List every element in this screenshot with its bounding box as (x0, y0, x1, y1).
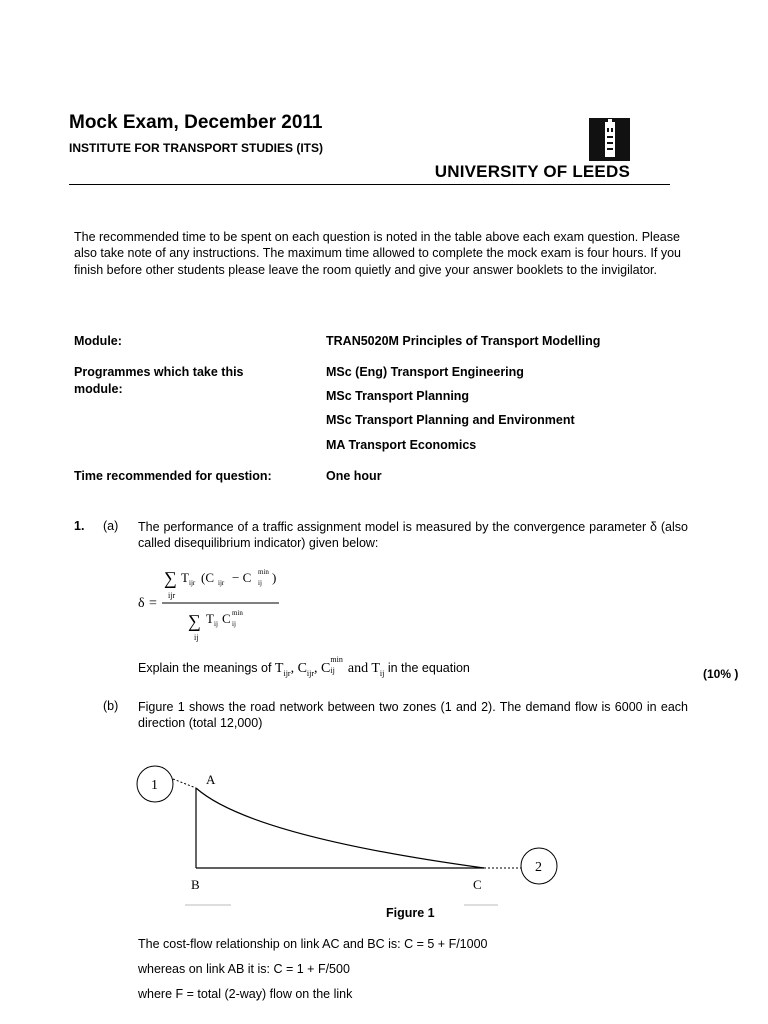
formula-num-sum: ∑ (164, 568, 177, 588)
formula-num-c: (C (201, 570, 214, 585)
formula-num-minus: − C (232, 570, 252, 585)
term-c-min-sup: min (330, 655, 343, 664)
time-value: One hour (326, 469, 382, 483)
time-label: Time recommended for question: (74, 469, 272, 483)
formula-den-sum-sub: ij (194, 633, 199, 642)
university-logo (416, 112, 670, 184)
term-c-min-scripts (330, 655, 344, 675)
programmes-label-line2: module: (74, 382, 123, 396)
cost-line: where F = total (2-way) flow on the link (138, 987, 353, 1001)
term-and: and (347, 661, 369, 676)
term-c-ijr-sub: ijr (306, 668, 315, 678)
zone-2-label: 2 (535, 860, 542, 875)
formula-delta: δ (138, 596, 145, 611)
node-a-label: A (206, 772, 216, 787)
formula-den-c: C (222, 611, 231, 626)
question-number: 1. (74, 519, 85, 533)
term-c-min-sub: ij (330, 666, 335, 675)
convergence-formula (136, 560, 316, 642)
formula-num-t-sub: ijr (189, 579, 196, 587)
explain-terms (274, 655, 388, 678)
institute-name: INSTITUTE FOR TRANSPORT STUDIES (ITS) (69, 141, 323, 155)
programmes-label-line1: Programmes which take this (74, 365, 244, 379)
part-a-text: The performance of a traffic assignment model is measured by the convergence parameter δ (also called disequilibrium indicator) given below: (138, 520, 688, 551)
formula-num-min-sub: ij (258, 579, 262, 587)
header-divider (69, 184, 670, 185)
formula-num-t: T (181, 570, 189, 585)
node-c-label: C (473, 877, 482, 892)
part-a-label: (a) (103, 519, 119, 533)
explain-prefix: Explain the meanings of (138, 661, 272, 675)
explain-line (138, 655, 470, 678)
term-c-min: C (321, 661, 331, 676)
zone-1-label: 1 (151, 778, 158, 793)
module-label: Module: (74, 334, 122, 348)
part-b-text: Figure 1 shows the road network between two zones (1 and 2). The demand flow is 6000 in each direction (total 12,000) (138, 700, 688, 731)
link-ac (196, 788, 484, 868)
node-b-label: B (191, 877, 200, 892)
term-t-ij: T (371, 661, 380, 676)
cost-line: The cost-flow relationship on link AC and BC is: C = 5 + F/1000 (138, 937, 488, 951)
term-t-ijr-sub: ijr (283, 668, 291, 678)
formula-den-t-sub: ij (214, 620, 218, 628)
connector-1-a (173, 779, 196, 788)
intro-paragraph (74, 229, 704, 278)
programme-item: MSc Transport Planning (326, 389, 470, 403)
formula-den-sum: ∑ (188, 611, 201, 631)
part-a-marks: (10% ) (703, 667, 739, 681)
term-t-ijr: T (274, 661, 284, 676)
formula-den-c-sup: min (232, 609, 243, 617)
programme-item: MA Transport Economics (326, 438, 477, 452)
term-t-ij-sub: ij (379, 668, 385, 678)
term-c-ijr: C (297, 661, 307, 676)
module-value: TRAN5020M Principles of Transport Modelling (326, 334, 601, 348)
programme-item: MSc Transport Planning and Environment (326, 413, 575, 427)
figure-caption: Figure 1 (386, 906, 435, 920)
university-name: UNIVERSITY OF LEEDS (434, 162, 630, 181)
formula-equals: = (149, 596, 157, 611)
explain-suffix: in the equation (387, 661, 470, 675)
cost-line: whereas on link AB it is: C = 1 + F/500 (138, 962, 350, 976)
programme-item: MSc (Eng) Transport Engineering (326, 365, 524, 379)
formula-num-c-sub: ijr (218, 579, 225, 587)
road-network-diagram (130, 756, 570, 912)
formula-den-c-sub: ij (232, 620, 236, 628)
formula-num-min-sup: min (258, 568, 269, 576)
formula-den-t: T (206, 611, 214, 626)
part-b-label: (b) (103, 699, 119, 713)
parkinson-tower-icon (589, 118, 630, 161)
intro-text: The recommended time to be spent on each question is noted in the table above each exam question. Please also take note of any instructions. The maximum time allowed to complete the mock exam is four hours. If you finish before other students please leave the room quietly and give your answer booklets to the invigilator. (74, 230, 681, 277)
formula-num-close: ) (272, 570, 277, 585)
term-comma: , (290, 661, 295, 676)
formula-num-sum-sub: ijr (168, 591, 176, 600)
term-comma: , (314, 661, 318, 676)
exam-title: Mock Exam, December 2011 (69, 112, 323, 133)
